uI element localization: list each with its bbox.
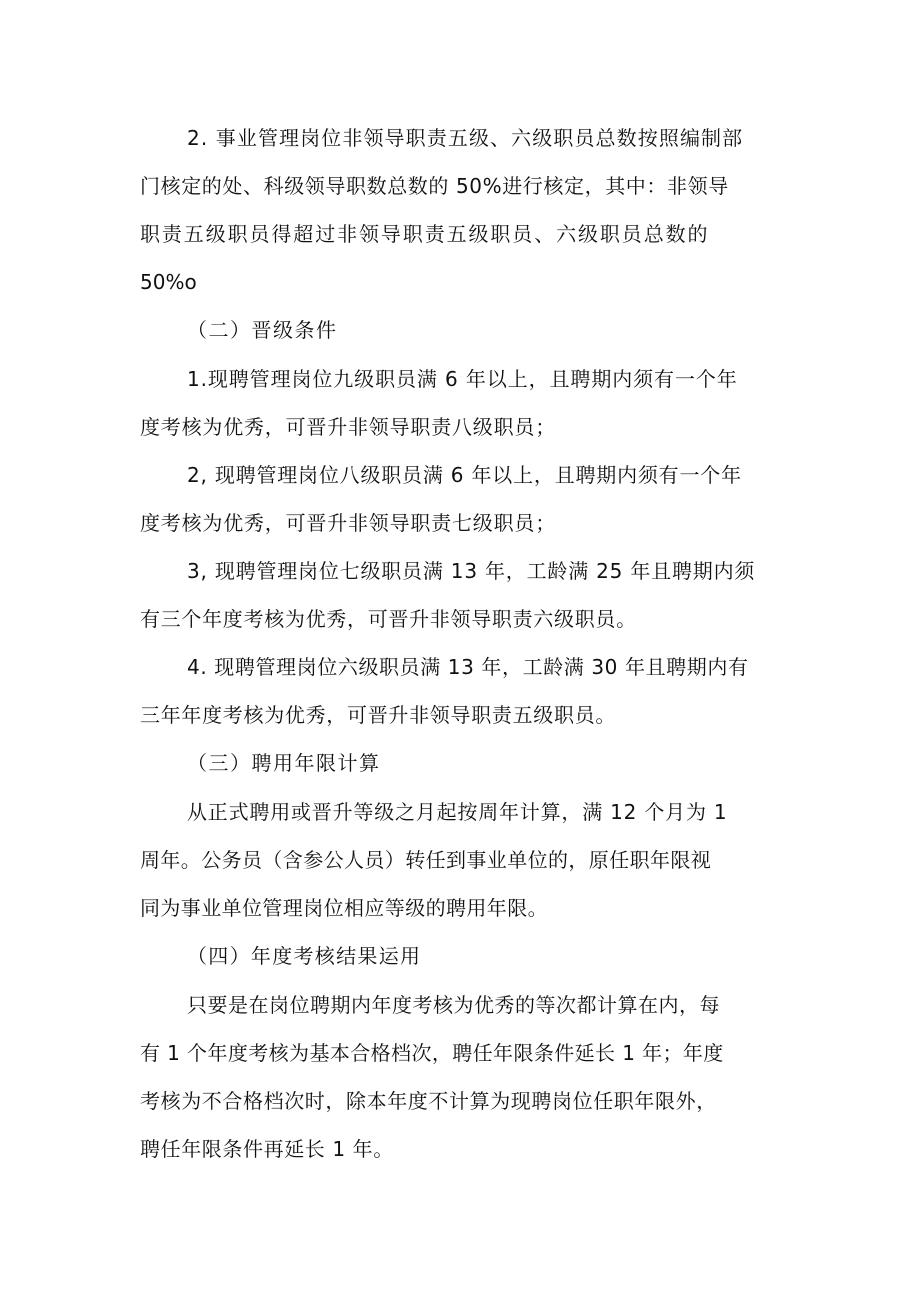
paragraph-line: 4. 现聘管理岗位六级职员满 13 年，工龄满 30 年且聘期内有 <box>187 655 749 679</box>
paragraph-line: 1.现聘管理岗位九级职员满 6 年以上，且聘期内须有一个年 <box>187 367 738 391</box>
paragraph-line: 度考核为优秀，可晋升非领导职责七级职员； <box>140 511 556 535</box>
paragraph-line: 周年。公务员（含参公人员）转任到事业单位的，原任职年限视 <box>140 848 712 872</box>
section-heading: （四）年度考核结果运用 <box>187 944 422 968</box>
paragraph-line: 考核为不合格档次时，除本年度不计算为现聘岗位任职年限外， <box>140 1089 717 1113</box>
paragraph-line: 3, 现聘管理岗位七级职员满 13 年，工龄满 25 年且聘期内须 <box>187 559 756 583</box>
paragraph-line: 同为事业单位管理岗位相应等级的聘用年限。 <box>140 896 548 920</box>
paragraph-line: 度考核为优秀，可晋升非领导职责八级职员； <box>140 415 556 439</box>
paragraph-line: 2, 现聘管理岗位八级职员满 6 年以上，且聘期内须有一个年 <box>187 463 742 487</box>
paragraph-line: 门核定的处、科级领导职数总数的 50%进行核定，其中：非领导 <box>140 174 729 198</box>
section-heading: （三）聘用年限计算 <box>187 751 381 775</box>
paragraph-line: 只要是在岗位聘期内年度考核为优秀的等次都计算在内，每 <box>187 993 720 1017</box>
paragraph-line: 50%o <box>140 270 197 294</box>
paragraph-line: 聘任年限条件再延长 1 年。 <box>140 1137 394 1161</box>
paragraph-line: 有 1 个年度考核为基本合格档次，聘任年限条件延长 1 年；年度 <box>140 1041 724 1065</box>
paragraph-line: 2. 事业管理岗位非领导职责五级、六级职员总数按照编制部 <box>187 126 744 150</box>
paragraph-line: 职责五级职员得超过非领导职责五级职员、六级职员总数的 <box>140 222 710 246</box>
paragraph-line: 有三个年度考核为优秀，可晋升非领导职责六级职员。 <box>140 607 637 631</box>
paragraph-line: 三年年度考核为优秀，可晋升非领导职责五级职员。 <box>140 703 617 727</box>
section-heading: （二）晋级条件 <box>187 318 338 342</box>
paragraph-line: 从正式聘用或晋升等级之月起按周年计算，满 12 个月为 1 <box>187 800 728 824</box>
